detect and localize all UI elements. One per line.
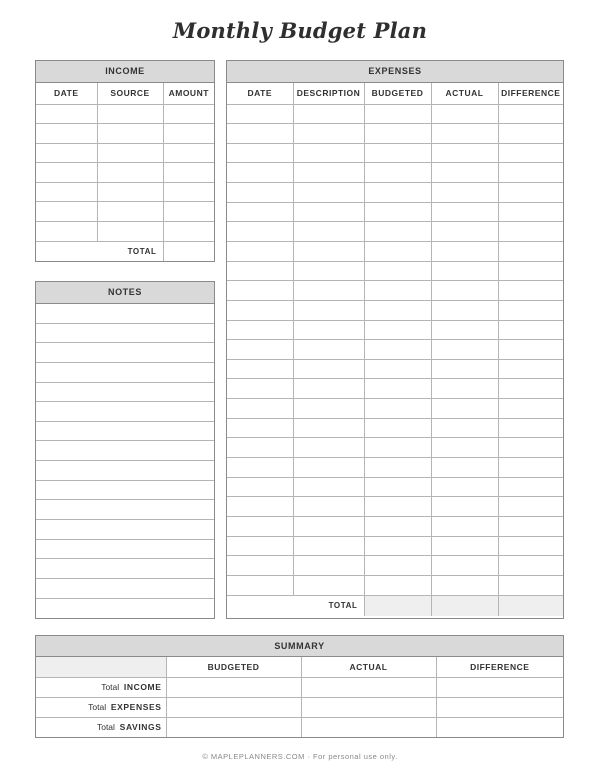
notes-line[interactable] — [36, 441, 214, 461]
expense-cell[interactable] — [498, 399, 563, 419]
notes-line[interactable] — [36, 324, 214, 344]
summary-cell[interactable] — [166, 677, 301, 697]
table-row — [36, 222, 214, 242]
table-row — [227, 241, 563, 261]
income-cell[interactable] — [163, 222, 214, 242]
income-cell[interactable] — [97, 222, 163, 242]
expense-cell[interactable] — [431, 536, 498, 556]
summary-section — [35, 635, 564, 738]
table-row — [227, 300, 563, 320]
footer-credit: © MAPLEPLANNERS.COM · For personal use only. — [202, 752, 398, 761]
income-cell[interactable] — [36, 104, 97, 124]
income-section — [35, 60, 215, 262]
income-col-amount: AMOUNT — [163, 83, 214, 104]
income-table — [36, 83, 214, 261]
expense-cell[interactable] — [293, 124, 364, 144]
income-cell[interactable] — [36, 222, 97, 242]
expense-cell[interactable] — [431, 477, 498, 497]
table-row — [227, 183, 563, 203]
expenses-table — [227, 83, 563, 616]
expense-cell[interactable] — [431, 261, 498, 281]
expense-cell[interactable] — [431, 222, 498, 242]
expense-cell[interactable] — [431, 124, 498, 144]
expense-cell[interactable] — [293, 300, 364, 320]
expenses-total-label: TOTAL — [227, 595, 364, 616]
table-row — [227, 438, 563, 458]
expense-cell[interactable] — [293, 556, 364, 576]
expense-cell[interactable] — [293, 536, 364, 556]
expenses-total-difference[interactable] — [498, 595, 563, 616]
expense-cell[interactable] — [364, 399, 431, 419]
expense-cell[interactable] — [227, 143, 293, 163]
expense-cell[interactable] — [364, 418, 431, 438]
expense-cell[interactable] — [431, 340, 498, 360]
expense-cell[interactable] — [227, 163, 293, 183]
expense-cell[interactable] — [431, 399, 498, 419]
expense-cell[interactable] — [364, 477, 431, 497]
notes-line[interactable] — [36, 500, 214, 520]
table-row — [227, 575, 563, 595]
expense-cell[interactable] — [293, 281, 364, 301]
notes-line[interactable] — [36, 343, 214, 363]
expense-cell[interactable] — [227, 477, 293, 497]
expense-cell[interactable] — [431, 418, 498, 438]
summary-corner — [36, 657, 166, 677]
expense-cell[interactable] — [498, 320, 563, 340]
table-row — [227, 124, 563, 144]
expense-cell[interactable] — [293, 320, 364, 340]
income-cell[interactable] — [36, 182, 97, 202]
income-col-date: DATE — [36, 83, 97, 104]
expenses-col-difference: DIFFERENCE — [498, 83, 563, 104]
expense-cell[interactable] — [431, 104, 498, 124]
table-row — [227, 104, 563, 124]
income-cell[interactable] — [97, 163, 163, 183]
summary-label-expenses: Total EXPENSES — [36, 697, 166, 717]
expense-cell[interactable] — [431, 143, 498, 163]
table-row — [227, 379, 563, 399]
notes-section — [35, 281, 215, 619]
expense-cell[interactable] — [364, 202, 431, 222]
expense-cell[interactable] — [364, 575, 431, 595]
income-cell[interactable] — [163, 143, 214, 163]
expense-cell[interactable] — [293, 399, 364, 419]
expense-cell[interactable] — [227, 359, 293, 379]
summary-cell[interactable] — [166, 717, 301, 737]
notes-line[interactable] — [36, 383, 214, 403]
expense-cell[interactable] — [364, 497, 431, 517]
summary-col-difference: DIFFERENCE — [436, 657, 563, 677]
expense-cell[interactable] — [498, 359, 563, 379]
summary-cell[interactable] — [301, 697, 436, 717]
expense-cell[interactable] — [431, 163, 498, 183]
table-row — [227, 477, 563, 497]
table-row — [227, 143, 563, 163]
expenses-col-actual: ACTUAL — [431, 83, 498, 104]
expense-cell[interactable] — [293, 497, 364, 517]
expense-cell[interactable] — [431, 320, 498, 340]
expense-cell[interactable] — [293, 575, 364, 595]
table-row — [227, 516, 563, 536]
expense-cell[interactable] — [498, 575, 563, 595]
expense-cell[interactable] — [364, 163, 431, 183]
table-row — [36, 182, 214, 202]
expense-cell[interactable] — [498, 143, 563, 163]
notes-line[interactable] — [36, 422, 214, 442]
summary-table — [36, 657, 563, 737]
summary-cell[interactable] — [436, 697, 563, 717]
expense-cell[interactable] — [431, 516, 498, 536]
expense-cell[interactable] — [227, 241, 293, 261]
notes-line[interactable] — [36, 363, 214, 383]
summary-row-expenses — [36, 697, 563, 717]
table-row — [227, 163, 563, 183]
expense-cell[interactable] — [227, 438, 293, 458]
notes-line[interactable] — [36, 461, 214, 481]
expenses-section — [226, 60, 564, 619]
expense-cell[interactable] — [431, 281, 498, 301]
notes-lines[interactable] — [36, 304, 214, 618]
expense-cell[interactable] — [498, 458, 563, 478]
expense-cell[interactable] — [498, 418, 563, 438]
expense-cell[interactable] — [431, 183, 498, 203]
income-cell[interactable] — [36, 143, 97, 163]
summary-row-income — [36, 677, 563, 697]
expense-cell[interactable] — [364, 241, 431, 261]
expenses-heading: EXPENSES — [227, 61, 563, 83]
income-cell[interactable] — [97, 182, 163, 202]
notes-line[interactable] — [36, 520, 214, 540]
expense-cell[interactable] — [498, 340, 563, 360]
expense-cell[interactable] — [364, 379, 431, 399]
expense-cell[interactable] — [227, 399, 293, 419]
expenses-col-date: DATE — [227, 83, 293, 104]
expense-cell[interactable] — [227, 536, 293, 556]
income-total-label: TOTAL — [36, 241, 163, 261]
expense-cell[interactable] — [293, 241, 364, 261]
table-row — [227, 340, 563, 360]
expense-cell[interactable] — [293, 143, 364, 163]
table-row — [227, 222, 563, 242]
expense-cell[interactable] — [364, 359, 431, 379]
expense-cell[interactable] — [293, 183, 364, 203]
expense-cell[interactable] — [498, 202, 563, 222]
expense-cell[interactable] — [293, 104, 364, 124]
expense-cell[interactable] — [498, 438, 563, 458]
expense-cell[interactable] — [227, 458, 293, 478]
expense-cell[interactable] — [431, 202, 498, 222]
expense-cell[interactable] — [364, 261, 431, 281]
income-cell[interactable] — [163, 104, 214, 124]
expense-cell[interactable] — [227, 104, 293, 124]
expense-cell[interactable] — [227, 516, 293, 536]
expense-cell[interactable] — [293, 359, 364, 379]
expense-cell[interactable] — [431, 458, 498, 478]
expense-cell[interactable] — [227, 497, 293, 517]
expense-cell[interactable] — [227, 124, 293, 144]
expense-cell[interactable] — [431, 497, 498, 517]
expenses-total-actual[interactable] — [431, 595, 498, 616]
expense-cell[interactable] — [227, 340, 293, 360]
notes-line[interactable] — [36, 540, 214, 560]
expense-cell[interactable] — [498, 124, 563, 144]
expense-cell[interactable] — [227, 320, 293, 340]
income-cell[interactable] — [97, 202, 163, 222]
expense-cell[interactable] — [293, 418, 364, 438]
table-row — [36, 124, 214, 144]
expense-cell[interactable] — [431, 379, 498, 399]
expenses-col-description: DESCRIPTION — [293, 83, 364, 104]
expense-cell[interactable] — [293, 340, 364, 360]
income-col-source: SOURCE — [97, 83, 163, 104]
expense-cell[interactable] — [364, 438, 431, 458]
table-row — [227, 359, 563, 379]
income-cell[interactable] — [97, 104, 163, 124]
expense-cell[interactable] — [293, 202, 364, 222]
expense-cell[interactable] — [364, 183, 431, 203]
summary-cell[interactable] — [436, 717, 563, 737]
expenses-total-row — [227, 595, 563, 616]
table-row — [227, 556, 563, 576]
summary-label-income: Total INCOME — [36, 677, 166, 697]
table-row — [36, 104, 214, 124]
expense-cell[interactable] — [364, 143, 431, 163]
notes-heading: NOTES — [36, 282, 214, 304]
expense-cell[interactable] — [364, 536, 431, 556]
expense-cell[interactable] — [227, 261, 293, 281]
table-row — [227, 202, 563, 222]
expense-cell[interactable] — [498, 222, 563, 242]
income-cell[interactable] — [97, 143, 163, 163]
expense-cell[interactable] — [498, 183, 563, 203]
summary-cell[interactable] — [301, 717, 436, 737]
notes-line[interactable] — [36, 481, 214, 501]
expense-cell[interactable] — [498, 163, 563, 183]
expense-cell[interactable] — [498, 241, 563, 261]
expense-cell[interactable] — [431, 300, 498, 320]
income-cell[interactable] — [36, 163, 97, 183]
expense-cell[interactable] — [364, 340, 431, 360]
table-row — [36, 163, 214, 183]
page-title: Monthly Budget Plan — [172, 18, 428, 43]
notes-line[interactable] — [36, 304, 214, 324]
income-cell[interactable] — [163, 182, 214, 202]
expense-cell[interactable] — [364, 556, 431, 576]
income-cell[interactable] — [163, 124, 214, 144]
summary-col-actual: ACTUAL — [301, 657, 436, 677]
expense-cell[interactable] — [431, 241, 498, 261]
expense-cell[interactable] — [293, 379, 364, 399]
table-row — [36, 143, 214, 163]
expense-cell[interactable] — [498, 516, 563, 536]
income-total-row — [36, 241, 214, 261]
expense-cell[interactable] — [431, 575, 498, 595]
summary-heading: SUMMARY — [36, 636, 563, 657]
table-row — [227, 536, 563, 556]
expense-cell[interactable] — [498, 477, 563, 497]
expense-cell[interactable] — [227, 575, 293, 595]
expense-cell[interactable] — [498, 536, 563, 556]
expense-cell[interactable] — [498, 497, 563, 517]
table-row — [227, 418, 563, 438]
expense-cell[interactable] — [227, 222, 293, 242]
table-row — [227, 458, 563, 478]
income-cell[interactable] — [163, 202, 214, 222]
expense-cell[interactable] — [364, 458, 431, 478]
summary-cell[interactable] — [301, 677, 436, 697]
notes-line[interactable] — [36, 579, 214, 599]
expense-cell[interactable] — [227, 202, 293, 222]
expense-cell[interactable] — [431, 438, 498, 458]
expense-cell[interactable] — [364, 320, 431, 340]
expense-cell[interactable] — [227, 556, 293, 576]
expense-cell[interactable] — [293, 261, 364, 281]
expense-cell[interactable] — [498, 300, 563, 320]
income-cell[interactable] — [163, 163, 214, 183]
expense-cell[interactable] — [364, 124, 431, 144]
expense-cell[interactable] — [364, 516, 431, 536]
notes-line[interactable] — [36, 402, 214, 422]
expense-cell[interactable] — [498, 261, 563, 281]
expense-cell[interactable] — [498, 104, 563, 124]
table-row — [227, 281, 563, 301]
table-row — [227, 261, 563, 281]
income-total-cell[interactable] — [163, 241, 214, 261]
expense-cell[interactable] — [293, 438, 364, 458]
expense-cell[interactable] — [431, 556, 498, 576]
table-row — [227, 497, 563, 517]
income-cell[interactable] — [36, 124, 97, 144]
expense-cell[interactable] — [364, 281, 431, 301]
table-row — [36, 202, 214, 222]
expense-cell[interactable] — [227, 300, 293, 320]
expense-cell[interactable] — [227, 379, 293, 399]
expenses-col-budgeted: BUDGETED — [364, 83, 431, 104]
notes-line[interactable] — [36, 599, 214, 619]
expense-cell[interactable] — [293, 458, 364, 478]
table-row — [227, 320, 563, 340]
expense-cell[interactable] — [498, 556, 563, 576]
expense-cell[interactable] — [293, 477, 364, 497]
expense-cell[interactable] — [364, 104, 431, 124]
expense-cell[interactable] — [498, 281, 563, 301]
expense-cell[interactable] — [293, 516, 364, 536]
summary-cell[interactable] — [166, 697, 301, 717]
expense-cell[interactable] — [431, 359, 498, 379]
income-cell[interactable] — [36, 202, 97, 222]
expenses-total-budgeted[interactable] — [364, 595, 431, 616]
summary-cell[interactable] — [436, 677, 563, 697]
notes-line[interactable] — [36, 559, 214, 579]
summary-row-savings — [36, 717, 563, 737]
expense-cell[interactable] — [498, 379, 563, 399]
table-row — [227, 399, 563, 419]
summary-label-savings: Total SAVINGS — [36, 717, 166, 737]
summary-col-budgeted: BUDGETED — [166, 657, 301, 677]
expense-cell[interactable] — [364, 222, 431, 242]
income-cell[interactable] — [97, 124, 163, 144]
income-heading: INCOME — [36, 61, 214, 83]
expense-cell[interactable] — [364, 300, 431, 320]
expense-cell[interactable] — [293, 163, 364, 183]
expense-cell[interactable] — [293, 222, 364, 242]
expense-cell[interactable] — [227, 183, 293, 203]
expense-cell[interactable] — [227, 418, 293, 438]
expense-cell[interactable] — [227, 281, 293, 301]
